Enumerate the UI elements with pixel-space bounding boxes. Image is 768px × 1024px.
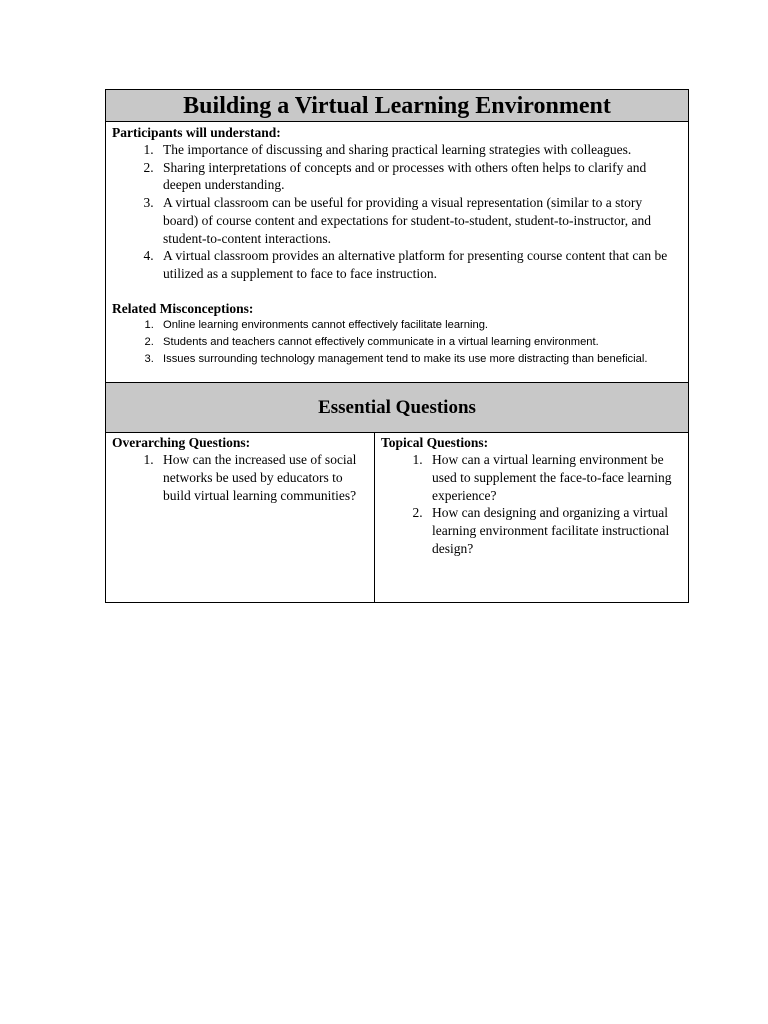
title-row: [106, 90, 688, 122]
understand-item: 4. A virtual classroom provides an alternative platform for presenting course content that can be utilized as a supplement to face to face instruction.: [157, 247, 680, 282]
topical-list: [381, 451, 682, 557]
misconception-item: 2. Students and teachers cannot effectively communicate in a virtual learning environment.: [157, 334, 680, 351]
essential-questions-heading: Essential Questions: [318, 396, 476, 418]
questions-row: [106, 433, 688, 602]
overarching-item: 1. How can the increased use of social networks be used by educators to build virtual learning communities?: [157, 451, 368, 504]
topical-questions-cell: [375, 433, 688, 602]
understanding-cell: [106, 122, 688, 383]
topical-item: 1. How can a virtual learning environment be used to supplement the face-to-face learning experience?: [426, 451, 682, 504]
overarching-list: [112, 451, 368, 504]
topical-item: 2. How can designing and organizing a virtual learning environment facilitate instructional design?: [426, 504, 682, 557]
document-title: Building a Virtual Learning Environment: [183, 92, 611, 119]
misconception-item: 1. Online learning environments cannot effectively facilitate learning.: [157, 317, 680, 334]
overarching-questions-cell: [106, 433, 375, 602]
topical-label: Topical Questions:: [381, 435, 489, 451]
essential-questions-header: [106, 383, 688, 433]
overarching-label: Overarching Questions:: [112, 435, 251, 451]
understand-item: 1. The importance of discussing and sharing practical learning strategies with colleagues.: [157, 141, 680, 159]
understand-list: [112, 141, 680, 283]
misconception-item: 3. Issues surrounding technology management tend to make its use more distracting than beneficial.: [157, 351, 680, 368]
misconceptions-list: [112, 317, 680, 369]
misconceptions-label: Related Misconceptions:: [112, 300, 254, 316]
unit-plan-table: [105, 89, 689, 603]
understand-item: 2. Sharing interpretations of concepts and or processes with others often helps to clarify and deepen understanding.: [157, 159, 680, 194]
understand-item: 3. A virtual classroom can be useful for providing a visual representation (similar to a story board) of course content and expectations for student-to-student, student-to-instructor, and student-to-content interactions.: [157, 194, 680, 247]
understand-label: Participants will understand:: [112, 125, 281, 140]
